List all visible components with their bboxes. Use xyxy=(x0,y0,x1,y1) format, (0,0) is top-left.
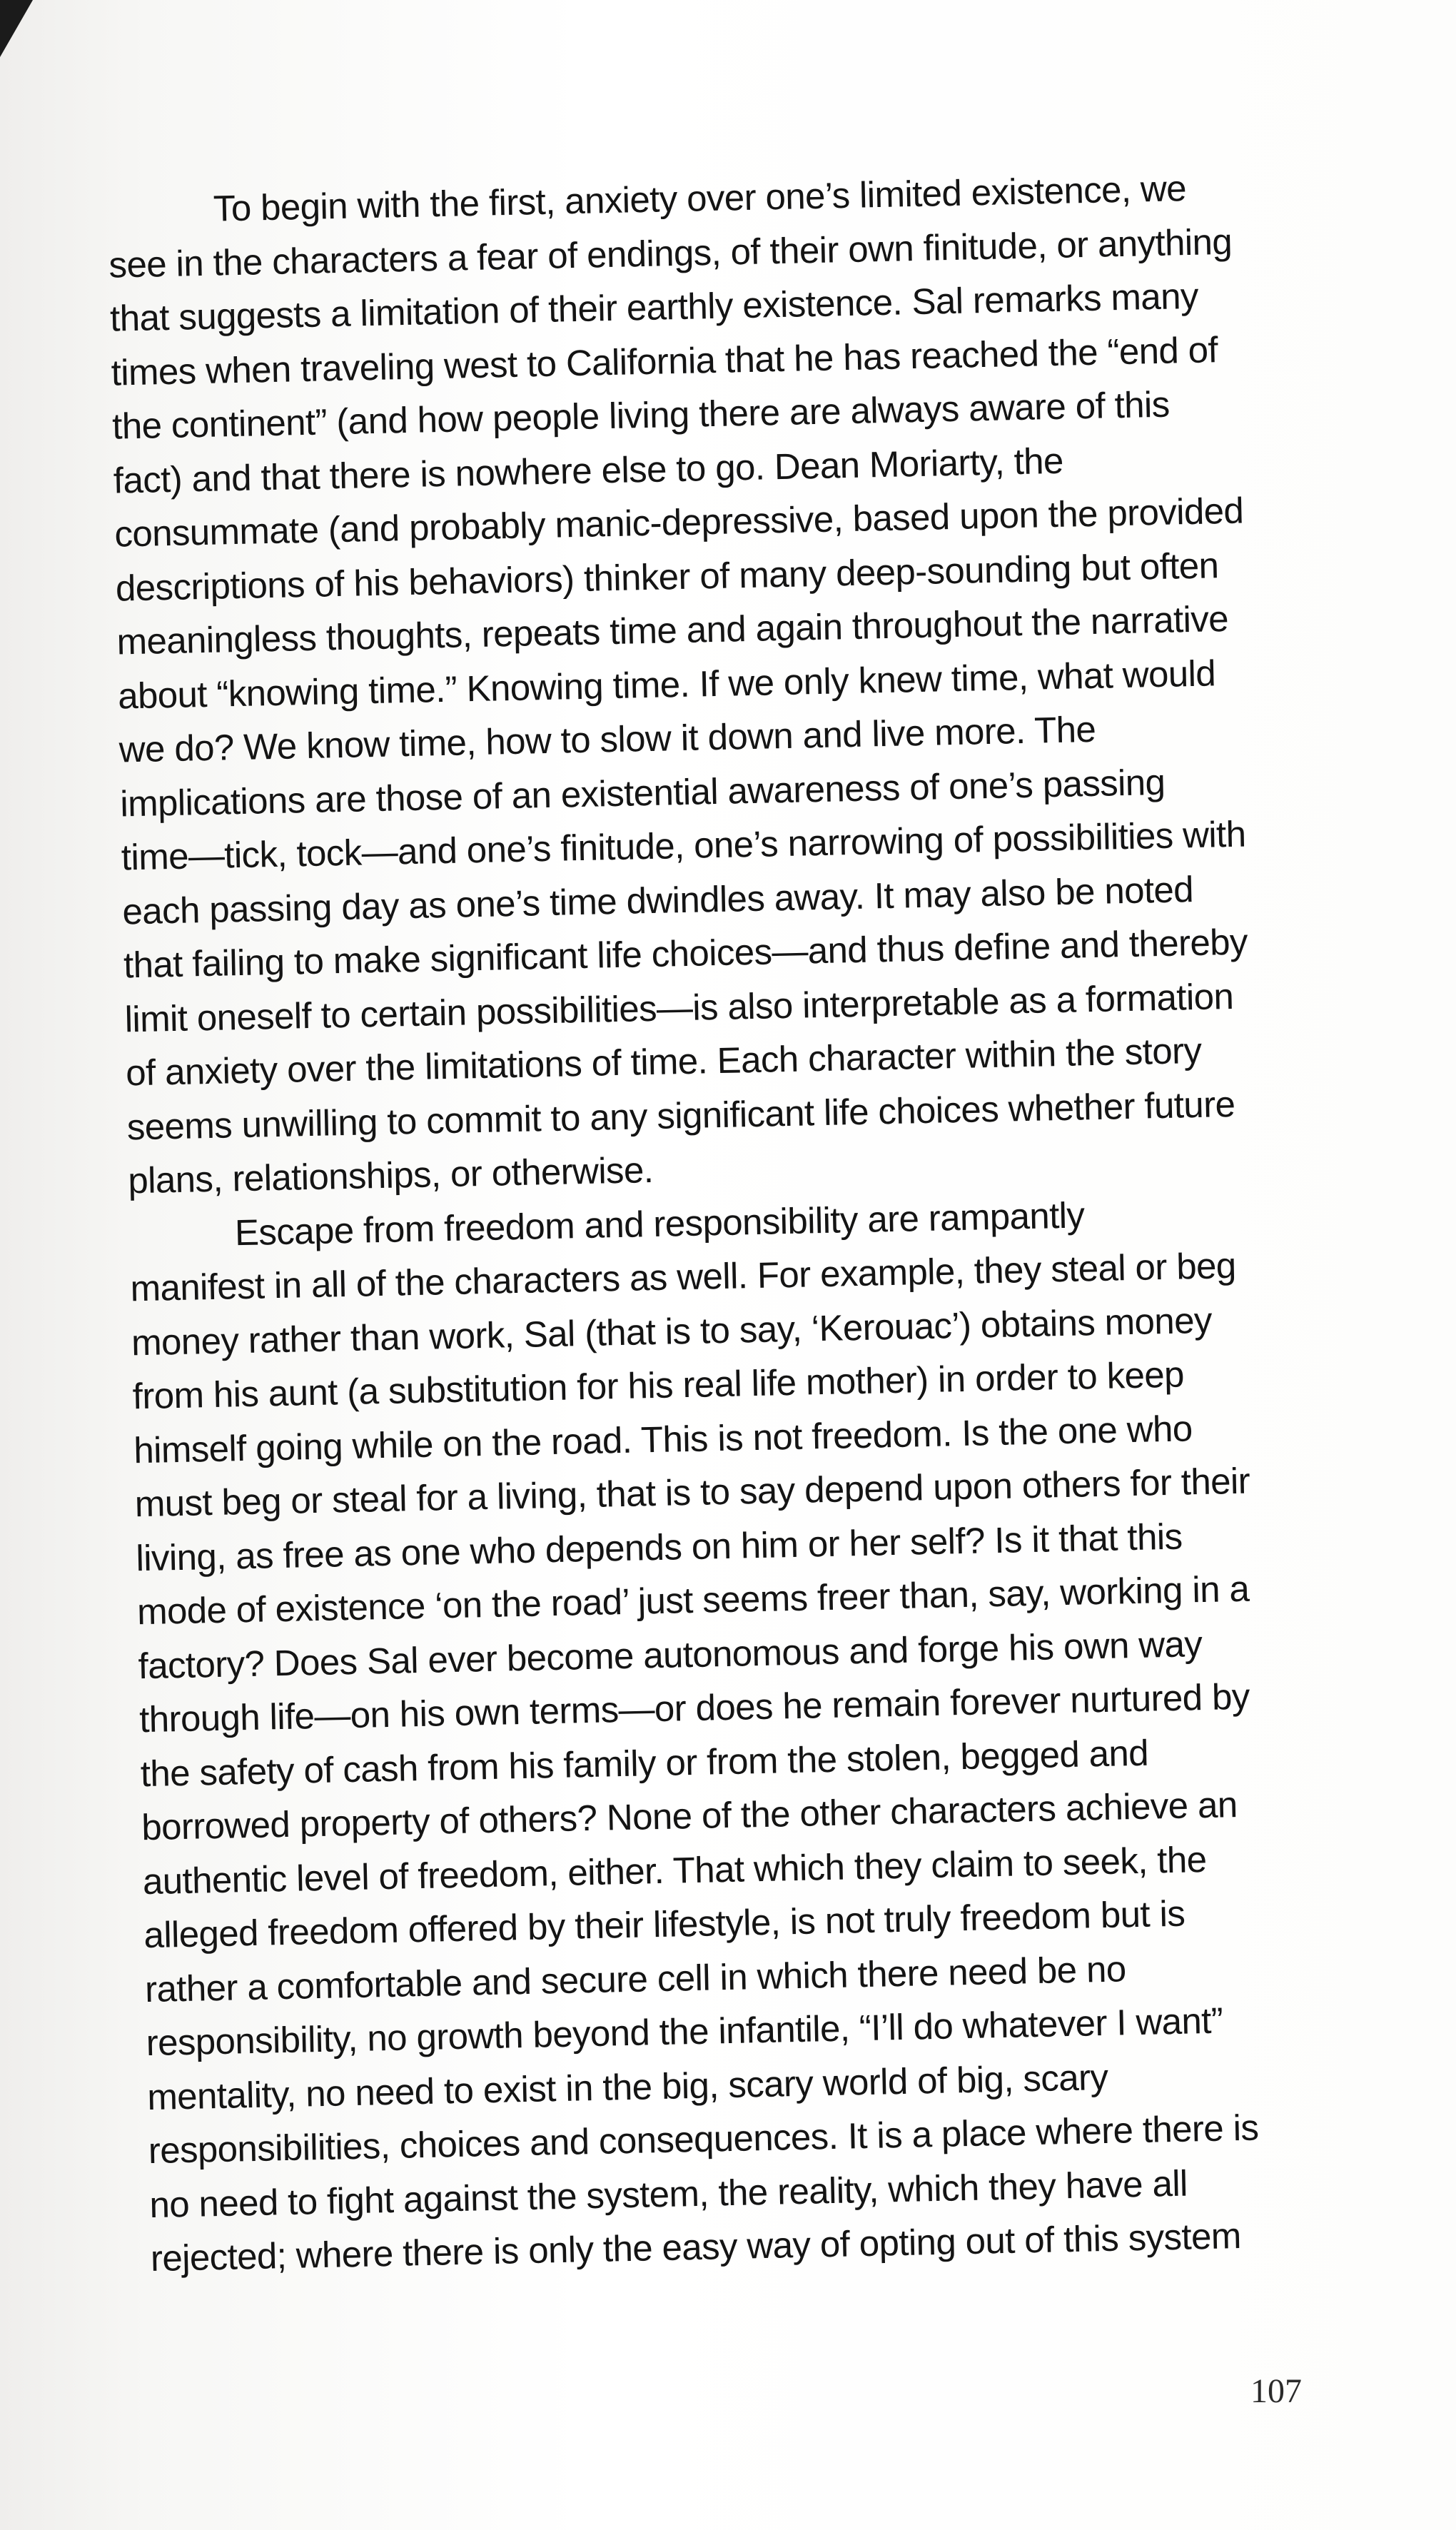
paragraph-2 xyxy=(128,1182,1357,2285)
text-line: mode of existence ‘on the road’ just seems freer than, say, working in a xyxy=(136,1568,1250,1633)
text-line: responsibility, no growth beyond the infantile, “I’ll do whatever I want” xyxy=(146,2000,1223,2064)
text-line: see in the characters a fear of endings, of their own finitude, or anything xyxy=(108,221,1233,286)
text-line: mentality, no need to exist in the big, scary world of big, scary xyxy=(146,2056,1108,2117)
text-line: descriptions of his behaviors) thinker of many deep-sounding but often xyxy=(115,544,1219,609)
text-line: that suggests a limitation of their earthly existence. Sal remarks many xyxy=(109,275,1199,339)
text-line: implications are those of an existential awareness of one’s passing xyxy=(119,761,1166,824)
text-line: times when traveling west to California that he has reached the “end of xyxy=(111,328,1218,393)
text-line: the safety of cash from his family or from the stolen, begged and xyxy=(140,1732,1149,1794)
text-line: manifest in all of the characters as well. For example, they steal or beg xyxy=(129,1244,1237,1309)
text-line: consummate (and probably manic-depressive, based upon the provided xyxy=(113,490,1244,555)
text-line: of anxiety over the limitations of time. Each character within the story xyxy=(125,1029,1202,1094)
text-line: through life—on his own terms—or does he remain forever nurtured by xyxy=(138,1675,1250,1740)
text-line: fact) and that there is nowhere else to go. Dean Moriarty, the xyxy=(113,440,1064,501)
text-line: time—tick, tock—and one’s finitude, one’s narrowing of possibilities with xyxy=(121,813,1246,878)
text-line: from his aunt (a substitution for his real life mother) in order to keep xyxy=(132,1354,1185,1417)
text-line: about “knowing time.” Knowing time. If we only knew time, what would xyxy=(117,652,1216,717)
text-line: must beg or steal for a living, that is to say depend upon others for their xyxy=(134,1460,1250,1525)
text-line: rejected; where there is only the easy way of opting out of this system xyxy=(150,2215,1242,2279)
text-line: borrowed property of others? None of the other characters achieve an xyxy=(141,1784,1238,1848)
text-line: plans, relationships, or otherwise. xyxy=(127,1149,654,1201)
text-line: limit oneself to certain possibilities—is also interpretable as a formation xyxy=(124,975,1234,1039)
text-line: that failing to make significant life choices—and thus define and thereby xyxy=(123,921,1248,986)
text-line: Escape from freedom and responsibility are rampantly xyxy=(234,1194,1085,1253)
text-line: To begin with the first, anxiety over one’s limited existence, we xyxy=(213,168,1187,229)
text-line: each passing day as one’s time dwindles away. It may also be noted xyxy=(121,868,1194,932)
text-line: seems unwilling to commit to any significant life choices whether future xyxy=(126,1083,1235,1147)
text-line: authentic level of freedom, either. That which they claim to seek, the xyxy=(142,1838,1207,1902)
paragraph-1 xyxy=(107,158,1335,1208)
text-line: living, as free as one who depends on him or her self? Is it that this xyxy=(135,1516,1183,1578)
text-line: no need to fight against the system, the reality, which they have all xyxy=(148,2162,1188,2225)
text-line: the continent” (and how people living there are always aware of this xyxy=(111,383,1171,447)
text-line: meaningless thoughts, repeats time and again throughout the narrative xyxy=(116,598,1229,662)
text-line: we do? We know time, how to slow it down and live more. The xyxy=(118,708,1096,770)
page-number: 107 xyxy=(1250,2372,1302,2410)
text-line: alleged freedom offered by their lifestyle, is not truly freedom but is xyxy=(143,1893,1185,1956)
page-corner-shadow xyxy=(0,0,33,57)
text-line: rather a comfortable and secure cell in which there need be no xyxy=(144,1947,1127,2010)
text-line: himself going while on the road. This is not freedom. Is the one who xyxy=(133,1407,1193,1471)
text-line: factory? Does Sal ever become autonomous and forge his own way xyxy=(138,1623,1203,1686)
text-line: responsibilities, choices and consequences. It is a place where there is xyxy=(148,2107,1259,2172)
text-line: money rather than work, Sal (that is to say, ‘Kerouac’) obtains money xyxy=(131,1299,1213,1363)
body-text xyxy=(107,158,1357,2285)
